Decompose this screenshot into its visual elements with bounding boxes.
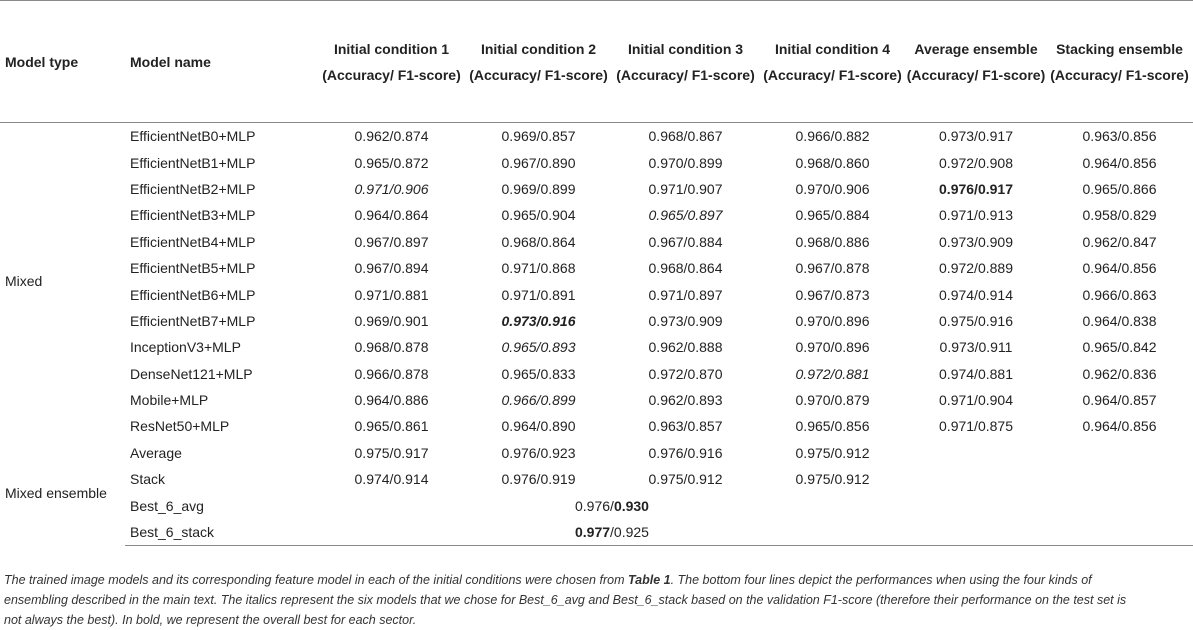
header-row (0, 1, 1193, 123)
ic3-cell: 0.968/0.867 (648, 128, 723, 145)
model-name-cell: EfficientNetB6+MLP (130, 286, 256, 303)
avg-ensemble-cell: 0.973/0.911 (939, 339, 1013, 356)
model-name-cell: DenseNet121+MLP (130, 365, 253, 382)
avg-ensemble-cell: 0.974/0.881 (939, 365, 1013, 382)
ic3-cell: 0.968/0.864 (648, 260, 723, 277)
model-name-cell: EfficientNetB1+MLP (130, 154, 256, 171)
stack-ensemble-cell: 0.964/0.857 (1082, 392, 1157, 409)
header-initial-condition-3: Initial condition 3 (Accuracy/ F1-score) (612, 1, 759, 123)
ic4-cell: 0.970/0.896 (795, 339, 870, 356)
group-label-mixed: Mixed (5, 273, 43, 290)
ic3-cell: 0.975/0.912 (648, 471, 723, 488)
avg-ensemble-cell: 0.971/0.913 (939, 207, 1013, 224)
table-row (0, 334, 1193, 360)
ic2-cell: 0.966/0.899 (501, 392, 576, 409)
stack-ensemble-cell: 0.965/0.842 (1082, 339, 1157, 356)
ic1-cell: 0.975/0.917 (354, 444, 429, 461)
ic2-cell: 0.973/0.916 (501, 312, 576, 329)
ic4-cell: 0.970/0.879 (795, 392, 870, 409)
table-row (0, 413, 1193, 439)
ic2-cell: 0.976/0.923 (501, 444, 576, 461)
ic1-cell: 0.962/0.874 (354, 128, 429, 145)
table-caption (4, 570, 1136, 630)
avg-ensemble-cell: 0.972/0.908 (939, 154, 1013, 171)
ic2-cell: 0.976/0.919 (501, 471, 576, 488)
model-name-cell: ResNet50+MLP (130, 418, 230, 435)
stack-ensemble-cell: 0.963/0.856 (1082, 128, 1157, 145)
model-name-cell: Mobile+MLP (130, 392, 209, 409)
model-name-cell: Best_6_avg (130, 497, 204, 514)
model-name-cell: EfficientNetB4+MLP (130, 233, 256, 250)
avg-ensemble-cell: 0.976/0.917 (939, 180, 1013, 197)
ic1-cell: 0.964/0.864 (354, 207, 429, 224)
header-initial-condition-2: Initial condition 2 (Accuracy/ F1-score) (465, 1, 612, 123)
ic1-cell: 0.968/0.878 (354, 339, 429, 356)
ic3-cell: 0.967/0.884 (648, 233, 723, 250)
ic1-cell: 0.974/0.914 (354, 471, 429, 488)
model-name-cell: Best_6_stack (125, 519, 318, 546)
avg-ensemble-cell: 0.975/0.916 (939, 312, 1013, 329)
table-row (0, 308, 1193, 334)
ic1-cell: 0.967/0.894 (354, 260, 429, 277)
ic2-cell: 0.969/0.857 (501, 128, 576, 145)
table-row (0, 440, 1193, 466)
ic4-cell: 0.975/0.912 (795, 471, 870, 488)
header-stacking-ensemble: Stacking ensemble (Accuracy/ F1-score) (1046, 1, 1193, 123)
ic3-cell: 0.972/0.870 (648, 365, 723, 382)
ic4-cell: 0.972/0.881 (795, 365, 870, 382)
ic3-cell: 0.976/0.916 (648, 444, 723, 461)
ic1-cell: 0.965/0.872 (354, 154, 429, 171)
ic2-cell: 0.971/0.891 (501, 286, 576, 303)
group-label-mixed-ensemble: Mixed ensemble (5, 484, 107, 501)
table-row (0, 229, 1193, 255)
table-row (0, 492, 1193, 518)
stack-ensemble-cell: 0.964/0.856 (1082, 154, 1157, 171)
ic3-cell: 0.962/0.888 (648, 339, 723, 356)
best-6-avg-accuracy: 0.976/ (575, 497, 614, 514)
ic2-cell: 0.964/0.890 (501, 418, 576, 435)
stack-ensemble-cell: 0.964/0.856 (1082, 418, 1157, 435)
table-row (0, 255, 1193, 281)
table-row (0, 176, 1193, 202)
table-row (0, 361, 1193, 387)
best-6-stack-f1: /0.925 (610, 524, 649, 541)
model-name-cell: Average (130, 444, 182, 461)
header-initial-condition-4: Initial condition 4 (Accuracy/ F1-score) (759, 1, 906, 123)
ic4-cell: 0.975/0.912 (795, 444, 870, 461)
model-name-cell: EfficientNetB7+MLP (130, 312, 256, 329)
header-average-ensemble: Average ensemble (Accuracy/ F1-score) (906, 1, 1046, 123)
header-model-type: Model type (0, 1, 125, 123)
avg-ensemble-cell: 0.973/0.909 (939, 233, 1013, 250)
ic3-cell: 0.970/0.899 (648, 154, 723, 171)
caption-table-link[interactable]: Table 1 (627, 573, 671, 587)
ic1-cell: 0.969/0.901 (354, 312, 429, 329)
model-name-cell: InceptionV3+MLP (130, 339, 241, 356)
ic1-cell: 0.965/0.861 (354, 418, 429, 435)
ic4-cell: 0.970/0.906 (795, 180, 870, 197)
ic2-cell: 0.969/0.899 (501, 180, 576, 197)
stack-ensemble-cell: 0.962/0.847 (1082, 233, 1157, 250)
model-name-cell: Stack (130, 471, 166, 488)
ic3-cell: 0.973/0.909 (648, 312, 723, 329)
avg-ensemble-cell: 0.973/0.917 (939, 128, 1013, 145)
ic2-cell: 0.965/0.833 (501, 365, 576, 382)
model-name-cell: EfficientNetB0+MLP (130, 128, 256, 145)
ic3-cell: 0.971/0.897 (648, 286, 723, 303)
best-6-stack-value (318, 519, 906, 546)
stack-ensemble-cell: 0.965/0.866 (1082, 180, 1157, 197)
ic4-cell: 0.970/0.896 (795, 312, 870, 329)
ic1-cell: 0.964/0.886 (354, 392, 429, 409)
ic1-cell: 0.966/0.878 (354, 365, 429, 382)
caption-text-1: The trained image models and its corresponding feature model in each of the initial conditions were chosen from (4, 573, 628, 587)
table-row (0, 387, 1193, 413)
ic4-cell: 0.965/0.856 (795, 418, 870, 435)
ic4-cell: 0.967/0.878 (795, 260, 870, 277)
ic1-cell: 0.971/0.881 (354, 286, 429, 303)
stack-ensemble-cell: 0.964/0.838 (1082, 312, 1157, 329)
table-row (0, 466, 1193, 492)
avg-ensemble-cell: 0.971/0.904 (939, 392, 1013, 409)
ic2-cell: 0.965/0.893 (501, 339, 576, 356)
ic3-cell: 0.963/0.857 (648, 418, 723, 435)
stack-ensemble-cell: 0.966/0.863 (1082, 286, 1157, 303)
avg-ensemble-cell: 0.971/0.875 (939, 418, 1013, 435)
ic4-cell: 0.968/0.860 (795, 154, 870, 171)
table-row (0, 202, 1193, 228)
header-model-name: Model name (125, 1, 318, 123)
ic4-cell: 0.968/0.886 (795, 233, 870, 250)
caption-text-2: . The bottom four lines depict the performances when using the four kinds of ensembling described in the main text. The italics represent the six models that we chose for Best_6_avg and Best_6_stack based on the validation F1-score (therefore their performance on the test set is not always the best). In bold, we represent the overall best for each sector. (4, 573, 1127, 627)
header-initial-condition-1: Initial condition 1 (Accuracy/ F1-score) (318, 1, 465, 123)
model-name-cell: EfficientNetB5+MLP (130, 260, 256, 277)
model-name-cell: EfficientNetB2+MLP (130, 180, 256, 197)
ic1-cell: 0.971/0.906 (354, 180, 429, 197)
ic2-cell: 0.965/0.904 (501, 207, 576, 224)
best-6-avg-value (318, 492, 906, 518)
stack-ensemble-cell: 0.964/0.856 (1082, 260, 1157, 277)
ic3-cell: 0.971/0.907 (648, 180, 723, 197)
avg-ensemble-cell: 0.972/0.889 (939, 260, 1013, 277)
best-6-avg-f1: 0.930 (613, 497, 649, 514)
best-6-stack-accuracy: 0.977 (575, 524, 611, 541)
stack-ensemble-cell: 0.958/0.829 (1082, 207, 1157, 224)
model-name-cell: EfficientNetB3+MLP (130, 207, 256, 224)
ic3-cell: 0.962/0.893 (648, 392, 723, 409)
table-row (0, 519, 1193, 546)
ic2-cell: 0.971/0.868 (501, 260, 576, 277)
table-row (0, 281, 1193, 307)
ic2-cell: 0.968/0.864 (501, 233, 576, 250)
stack-ensemble-cell: 0.962/0.836 (1082, 365, 1157, 382)
ic2-cell: 0.967/0.890 (501, 154, 576, 171)
ic4-cell: 0.966/0.882 (795, 128, 870, 145)
ic3-cell: 0.965/0.897 (648, 207, 723, 224)
avg-ensemble-cell: 0.974/0.914 (939, 286, 1013, 303)
ic4-cell: 0.965/0.884 (795, 207, 870, 224)
table-row (0, 123, 1193, 150)
ic1-cell: 0.967/0.897 (354, 233, 429, 250)
table-row (0, 149, 1193, 175)
ic4-cell: 0.967/0.873 (795, 286, 870, 303)
